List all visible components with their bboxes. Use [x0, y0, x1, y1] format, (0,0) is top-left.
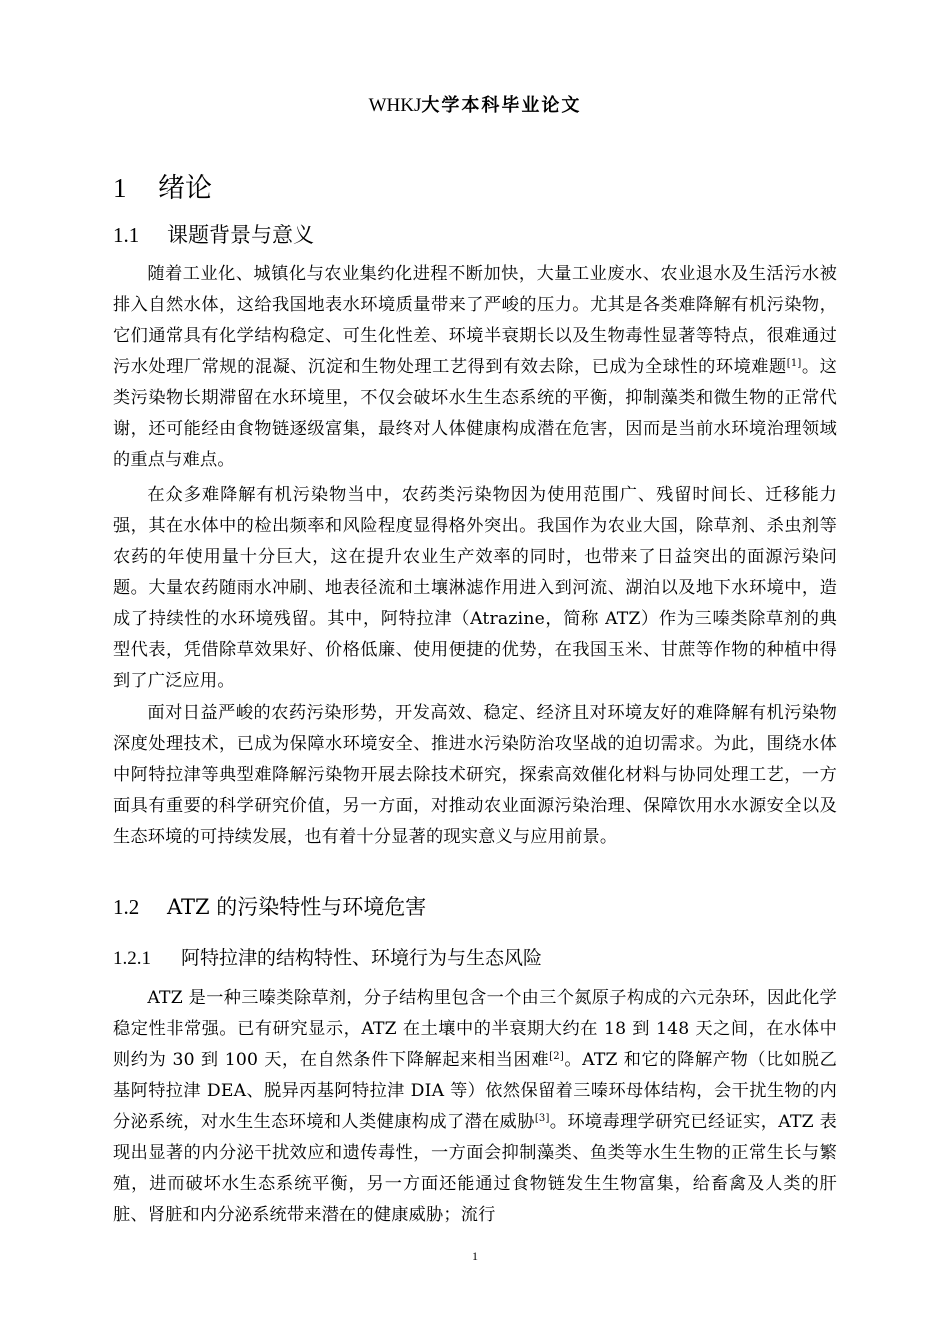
- section-title: 课题背景与意义: [167, 223, 314, 247]
- chapter-title: 绪论: [158, 173, 212, 204]
- subsection-number: 1.2.1: [113, 948, 151, 969]
- section-number: 1.1: [113, 223, 140, 247]
- running-header: [112, 92, 838, 120]
- page-number: 1: [472, 1249, 478, 1263]
- paragraph-background-1: 随着工业化、城镇化与农业集约化进程不断加快，大量工业废水、农业退水及生活污水被排入自然水体，这给我国地表水环境质量带来了严峻的压力。尤其是各类难降解有机污染物，它们通常具有化学结构稳定、可生化性差、环境半衰期长以及生物毒性显著等特点，很难通过污水处理厂常规的混凝、沉淀和生物处理工艺得到有效去除，已成为全球性的环境难题[1]。这类污染物长期滞留在水环境里，不仅会破坏水生生态系统的平衡，抑制藻类和微生物的正常代谢，还可能经由食物链逐级富集，最终对人体健康构成潜在危害，因而是当前水环境治理领域的重点与难点。: [113, 264, 837, 470]
- section-heading-1-1: [113, 220, 314, 250]
- section-number: 1.2: [113, 895, 140, 919]
- section-title: ATZ 的污染特性与环境危害: [167, 895, 427, 919]
- subsection-heading-1-2-1: [113, 943, 542, 974]
- citation-ref: [1]: [786, 358, 802, 369]
- chapter-number: 1: [113, 173, 127, 203]
- citation-ref: [2]: [549, 1051, 564, 1062]
- paragraph-background-3: 面对日益严峻的农药污染形势，开发高效、稳定、经济且对环境友好的难降解有机污染物深度处理技术，已成为保障水环境安全、推进水污染防治攻坚战的迫切需求。为此，围绕水体中阿特拉津等典型难降解污染物开展去除技术研究，探索高效催化材料与协同处理工艺，一方面具有重要的科学研究价值，另一方面，对推动农业面源污染治理、保障饮用水水源安全以及生态环境的可持续发展，也有着十分显著的现实意义与应用前景。: [113, 703, 837, 847]
- citation-ref: [3]: [534, 1113, 550, 1124]
- subsection-title: 阿特拉津的结构特性、环境行为与生态风险: [181, 947, 543, 969]
- chapter-heading: [113, 170, 212, 207]
- paragraph-atz-properties: ATZ 是一种三嗪类除草剂，分子结构里包含一个由三个氮原子构成的六元杂环，因此化学稳定性非常强。已有研究显示，ATZ 在土壤中的半衰期大约在 18 到 148 天之间，在水体中则约为 30 到 100 天，在自然条件下降解起来相当困难[2]。ATZ 和它的降解产物（比如脱乙基阿特拉津 DEA、脱异丙基阿特拉津 DIA 等）依然保留着三嗪环母体结构，会干扰生物的内分泌系统，对水生生态环境和人类健康构成了潜在威胁[3]。环境毒理学研究已经证实，ATZ 表现出显著的内分泌干扰效应和遗传毒性，一方面会抑制藻类、鱼类等水生生物的正常生长与繁殖，进而破坏水生态系统平衡，另一方面还能通过食物链发生生物富集，给畜禽及人类的肝脏、肾脏和内分泌系统带来潜在的健康威胁；流行: [113, 988, 837, 1225]
- paragraph-background-2: 在众多难降解有机污染物当中，农药类污染物因为使用范围广、残留时间长、迁移能力强，其在水体中的检出频率和风险程度显得格外突出。我国作为农业大国，除草剂、杀虫剂等农药的年使用量十分巨大，这在提升农业生产效率的同时，也带来了日益突出的面源污染问题。大量农药随雨水冲刷、地表径流和土壤淋滤作用进入到河流、湖泊以及地下水环境中，造成了持续性的水环境残留。其中，阿特拉津（Atrazine，简称 ATZ）作为三嗪类除草剂的典型代表，凭借除草效果好、价格低廉、使用便捷的优势，在我国玉米、甘蔗等作物的种植中得到了广泛应用。: [113, 485, 837, 691]
- header-prefix: WHKJ: [368, 95, 422, 116]
- section-heading-1-2: [113, 892, 426, 922]
- header-title: 大学本科毕业论文: [421, 95, 582, 116]
